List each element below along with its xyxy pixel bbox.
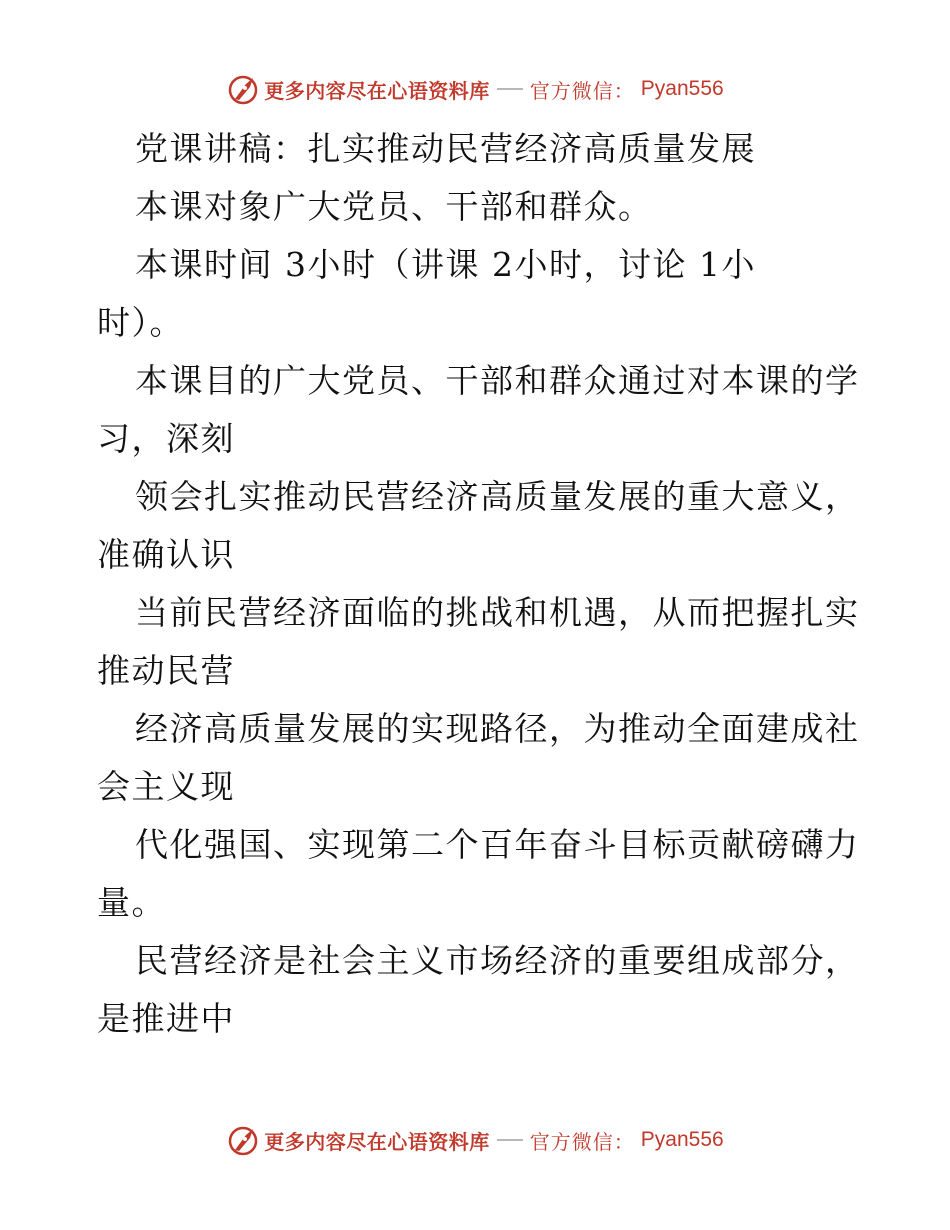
pen-nib-logo-icon <box>226 1123 260 1157</box>
paragraph-line: 是推进中 <box>97 999 235 1038</box>
paragraph-line: 经济高质量发展的实现路径，为推动全面建成社 <box>135 709 860 748</box>
banner-wechat-label: 官方微信： <box>529 78 635 103</box>
banner-wechat-label: 官方微信： <box>529 1129 635 1154</box>
document-title: 党课讲稿：扎实推动民营经济高质量发展 <box>135 129 756 168</box>
paragraph-line: 本课对象广大党员、干部和群众。 <box>135 187 653 226</box>
banner-lead-text: 更多内容尽在心语资料库 <box>264 1129 490 1154</box>
paragraph-line: 本课时间 3小时（讲课 2小时，讨论 1小 <box>135 245 756 284</box>
banner-lead-text: 更多内容尽在心语资料库 <box>264 78 490 103</box>
footer-banner <box>0 1123 950 1157</box>
banner-dash <box>497 1139 523 1141</box>
paragraph-line: 代化强国、实现第二个百年奋斗目标贡献磅礴力 <box>135 825 860 864</box>
paragraph-line: 本课目的广大党员、干部和群众通过对本课的学 <box>135 361 860 400</box>
paragraph-line: 推动民营 <box>97 651 235 690</box>
paragraph-line: 会主义现 <box>97 767 235 806</box>
paragraph-line: 当前民营经济面临的挑战和机遇，从而把握扎实 <box>135 593 860 632</box>
document-body <box>97 120 860 1048</box>
paragraph-line: 领会扎实推动民营经济高质量发展的重大意义， <box>135 477 860 516</box>
pen-nib-logo-icon <box>226 72 260 106</box>
paragraph-line: 习，深刻 <box>97 419 235 458</box>
paragraph-line: 民营经济是社会主义市场经济的重要组成部分， <box>135 941 860 980</box>
banner-wechat-handle: Pyan556 <box>640 1128 724 1151</box>
paragraph-line: 准确认识 <box>97 535 235 574</box>
paragraph-line: 时）。 <box>97 303 184 342</box>
header-banner <box>0 72 950 106</box>
banner-wechat-handle: Pyan556 <box>640 77 724 100</box>
paragraph-line: 量。 <box>97 883 166 922</box>
banner-dash <box>497 88 523 90</box>
